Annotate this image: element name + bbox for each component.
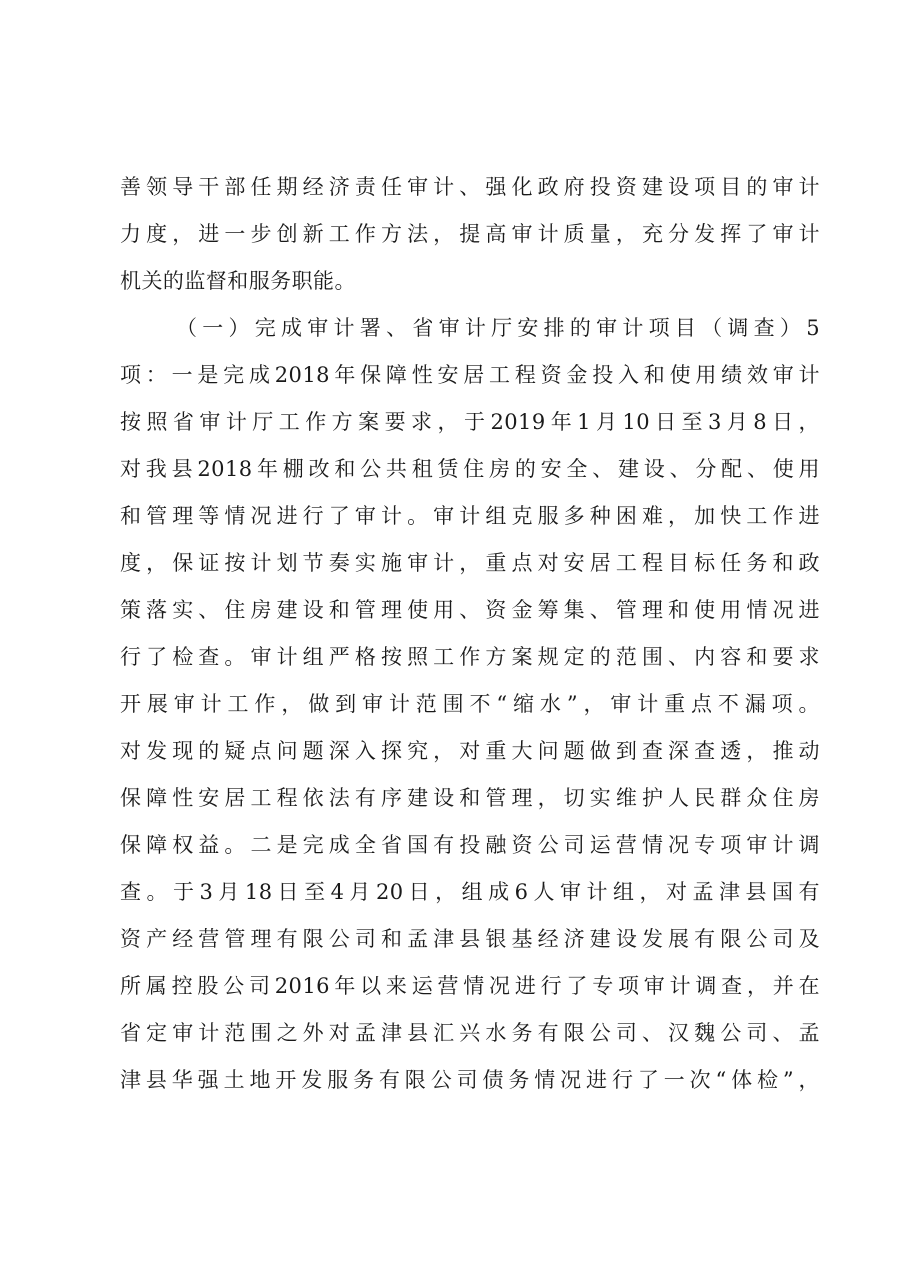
text-line: 策落实、住房建设和管理使用、资金筹集、管理和使用情况进 bbox=[120, 598, 820, 622]
document-body bbox=[120, 164, 820, 1104]
text-line-paragraph-start: （一）完成审计署、省审计厅安排的审计项目（调查）5 bbox=[176, 316, 820, 340]
text-line: 机关的监督和服务职能。 bbox=[120, 269, 356, 293]
text-line: 津县华强土地开发服务有限公司债务情况进行了一次“体检”， bbox=[120, 1068, 820, 1092]
text-line: 善领导干部任期经济责任审计、强化政府投资建设项目的审计 bbox=[120, 175, 820, 199]
text-line: 省定审计范围之外对孟津县汇兴水务有限公司、汉魏公司、孟 bbox=[120, 1021, 820, 1045]
text-line: 力度，进一步创新工作方法，提高审计质量，充分发挥了审计 bbox=[120, 222, 820, 246]
text-line: 项：一是完成2018年保障性安居工程资金投入和使用绩效审计 bbox=[120, 363, 820, 387]
text-line: 资产经营管理有限公司和孟津县银基经济建设发展有限公司及 bbox=[120, 927, 820, 951]
text-line: 开展审计工作，做到审计范围不“缩水”，审计重点不漏项。 bbox=[120, 692, 820, 716]
text-line: 行了检查。审计组严格按照工作方案规定的范围、内容和要求 bbox=[120, 645, 820, 669]
text-line: 对我县2018年棚改和公共租赁住房的安全、建设、分配、使用 bbox=[120, 457, 820, 481]
text-line: 查。于3月18日至4月20日，组成6人审计组，对孟津县国有 bbox=[120, 880, 820, 904]
text-line: 对发现的疑点问题深入探究，对重大问题做到查深查透，推动 bbox=[120, 739, 820, 763]
text-line: 保障权益。二是完成全省国有投融资公司运营情况专项审计调 bbox=[120, 833, 820, 857]
text-line: 保障性安居工程依法有序建设和管理，切实维护人民群众住房 bbox=[120, 786, 820, 810]
text-line: 和管理等情况进行了审计。审计组克服多种困难，加快工作进 bbox=[120, 504, 820, 528]
text-line: 按照省审计厅工作方案要求，于2019年1月10日至3月8日， bbox=[120, 410, 820, 434]
text-line: 所属控股公司2016年以来运营情况进行了专项审计调查，并在 bbox=[120, 974, 820, 998]
text-line: 度，保证按计划节奏实施审计，重点对安居工程目标任务和政 bbox=[120, 551, 820, 575]
